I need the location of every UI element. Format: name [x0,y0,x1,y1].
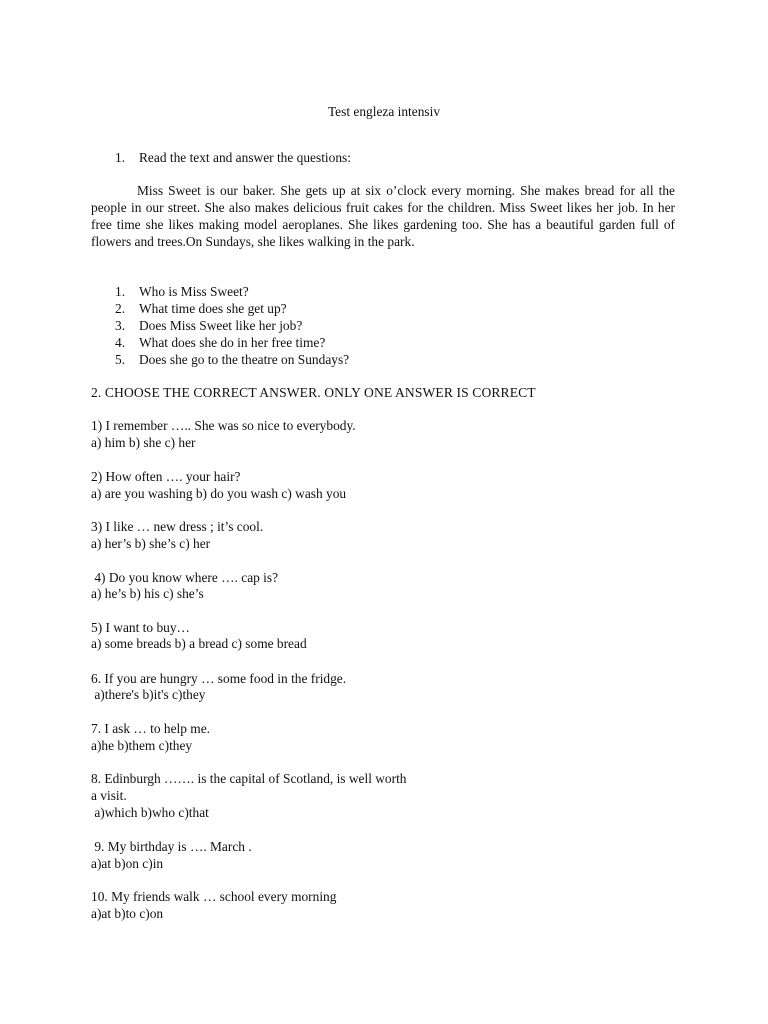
mc-question: 10. My friends walk … school every morning [91,889,337,904]
question-text: What time does she get up? [139,301,287,316]
mc-options: a) are you washing b) do you wash c) wash you [91,486,347,501]
mc-options: a)at b)on c)in [91,856,164,871]
document-title: Test engleza intensiv [327,104,441,119]
mc-options: a)he b)them c)they [91,738,193,753]
question-number: 4. [115,335,126,350]
question-number: 5. [115,352,126,367]
mc-question: 2) How often …. your hair? [91,469,241,484]
mc-options: a) her’s b) she’s c) her [91,536,211,551]
question-text: Does Miss Sweet like her job? [139,318,303,333]
mc-options: a) some breads b) a bread c) some bread [91,636,307,651]
section1-number: 1. [115,150,126,165]
question-text: Does she go to the theatre on Sundays? [139,352,350,367]
mc-options: a)there's b)it's c)they [91,687,206,702]
question-text: Who is Miss Sweet? [139,284,249,299]
mc-question-continued: a visit. [91,788,127,803]
mc-question: 8. Edinburgh ……. is the capital of Scotland, is well worth [91,771,407,786]
mc-question: 4) Do you know where …. cap is? [91,570,279,585]
mc-question: 1) I remember ….. She was so nice to everybody. [91,418,356,433]
question-number: 2. [115,301,126,316]
question-number: 1. [115,284,126,299]
question-number: 3. [115,318,126,333]
mc-question: 5) I want to buy… [91,620,190,635]
mc-options: a)at b)to c)on [91,906,164,921]
section1-instruction: Read the text and answer the questions: [139,150,351,165]
mc-options: a) him b) she c) her [91,435,196,450]
mc-question: 6. If you are hungry … some food in the fridge. [91,671,347,686]
mc-question: 9. My birthday is …. March . [91,839,252,854]
mc-question: 7. I ask … to help me. [91,721,211,736]
mc-options: a) he’s b) his c) she’s [91,586,204,601]
reading-passage: Miss Sweet is our baker. She gets up at six o’clock every morning. She makes bread for all the people in our street. She also makes delicious fruit cakes for the children. Miss Sweet likes her job. In her free time she likes making model aeroplanes. She likes gardening too. She has a beautiful garden full of flowers and trees.On Sundays, she likes walking in the park. [91,183,675,249]
mc-question: 3) I like … new dress ; it’s cool. [91,519,264,534]
question-text: What does she do in her free time? [139,335,326,350]
section2-heading: 2. CHOOSE THE CORRECT ANSWER. ONLY ONE ANSWER IS CORRECT [91,385,536,400]
mc-options: a)which b)who c)that [91,805,209,820]
